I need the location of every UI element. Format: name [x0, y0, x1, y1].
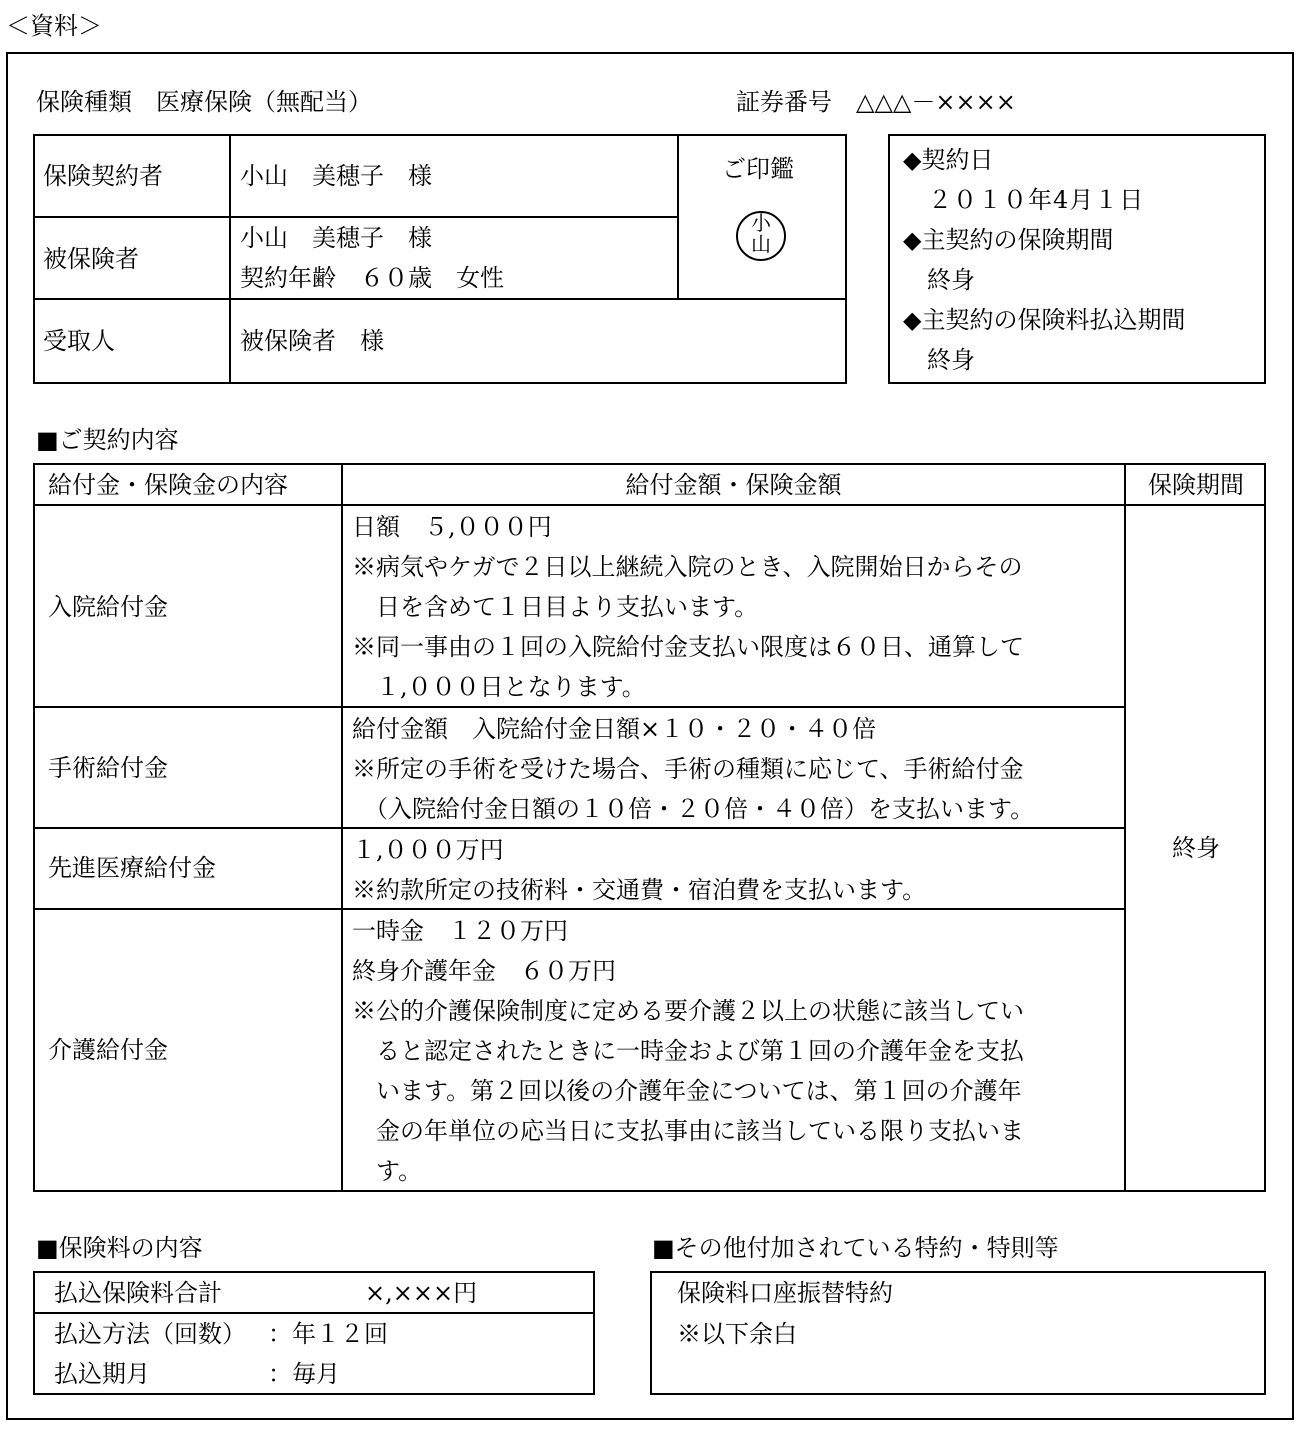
seal-char-top: 小 [751, 211, 771, 235]
row-text: 一時金 １２０万円 [352, 917, 568, 945]
policyholder-label: 保険契約者 [43, 162, 163, 190]
caption: ＜資料＞ [6, 12, 102, 40]
insured-label: 被保険者 [43, 245, 139, 273]
premium-row-line [33, 1312, 595, 1314]
row-text: 終身介護年金 ６０万円 [352, 957, 616, 985]
beneficiary-value: 被保険者 様 [240, 327, 384, 355]
row-text: います。第２回以後の介護年金については、第１回の介護年 [352, 1077, 1022, 1105]
contract-info-line: ２０１０年4月１日 [903, 186, 1145, 214]
premium-period-value: ：毎月 [268, 1360, 340, 1388]
parties-row-line [33, 216, 679, 218]
insured-name: 小山 美穂子 様 [240, 224, 432, 252]
rider-item: 保険料口座振替特約 [677, 1279, 893, 1307]
premium-total-value: ×,×××円 [365, 1279, 478, 1307]
row-text: す。 [352, 1157, 423, 1185]
row-text: （入院給付金日額の１０倍・２０倍・４０倍）を支払います。 [352, 795, 1035, 823]
row-text: 給付金額 入院給付金日額×１０・２０・４０倍 [352, 715, 877, 743]
contract-info-line: ◆主契約の保険期間 [903, 226, 1114, 254]
premium-section-title: ■保険料の内容 [36, 1234, 203, 1262]
row-text: ※病気やケガで２日以上継続入院のとき、入院開始日からその [352, 553, 1023, 581]
seal-label: ご印鑑 [722, 155, 794, 183]
seal-stamp-icon [736, 211, 786, 261]
premium-method-label: 払込方法（回数） [54, 1320, 246, 1348]
row-text: 日を含めて１日目より支払います。 [352, 593, 759, 621]
row-text: ※公的介護保険制度に定める要介護２以上の状態に該当してい [352, 997, 1024, 1025]
insured-age: 契約年齢 ６０歳 女性 [240, 264, 504, 292]
contract-info-line: 終身 [903, 266, 975, 294]
parties-row-line [33, 298, 847, 300]
contract-info-line: ◆契約日 [903, 146, 994, 174]
insurance-type: 保険種類 医療保険（無配当） [36, 88, 372, 116]
premium-period-label: 払込期月 [54, 1360, 150, 1388]
contract-section-title: ■ご契約内容 [36, 426, 179, 454]
row-text: ※所定の手術を受けた場合、手術の種類に応じて、手術給付金 [352, 755, 1024, 783]
rider-item: ※以下余白 [677, 1320, 797, 1348]
row-text: 金の年単位の応当日に支払事由に該当している限り支払いま [352, 1117, 1024, 1145]
row-text: １,０００万円 [352, 836, 504, 864]
header-period: 保険期間 [1148, 471, 1244, 499]
beneficiary-label: 受取人 [43, 327, 115, 355]
policy-number: 証券番号 △△△－×××× [736, 88, 1016, 116]
contract-info-line: ◆主契約の保険料払込期間 [903, 306, 1186, 334]
policyholder-value: 小山 美穂子 様 [240, 162, 432, 190]
seal-char-bottom: 山 [751, 232, 771, 256]
row-text: ※同一事由の１回の入院給付金支払い限度は６０日、通算して [352, 633, 1024, 661]
header-row-line [33, 504, 1266, 506]
row-name-nursing: 介護給付金 [48, 1036, 168, 1064]
contract-info-line: 終身 [903, 346, 975, 374]
row-text: ※約款所定の技術料・交通費・宿泊費を支払います。 [352, 876, 927, 904]
header-benefit-type: 給付金・保険金の内容 [48, 471, 288, 499]
row-name-advanced: 先進医療給付金 [48, 854, 216, 882]
parties-divider [229, 134, 231, 384]
header-benefit-amount: 給付金額・保険金額 [625, 471, 842, 499]
row-text: ると認定されたときに一時金および第１回の介護年金を支払 [352, 1037, 1024, 1065]
period-value: 終身 [1172, 834, 1220, 862]
riders-section-title: ■その他付加されている特約・特則等 [652, 1234, 1059, 1262]
row-name-surgery: 手術給付金 [48, 754, 168, 782]
row-name-hospital: 入院給付金 [48, 593, 168, 621]
row-text: 日額 ５,０００円 [352, 513, 552, 541]
premium-method-value: ：年１２回 [268, 1320, 388, 1348]
row-text: １,０００日となります。 [352, 673, 646, 701]
premium-total-label: 払込保険料合計 [54, 1279, 222, 1307]
